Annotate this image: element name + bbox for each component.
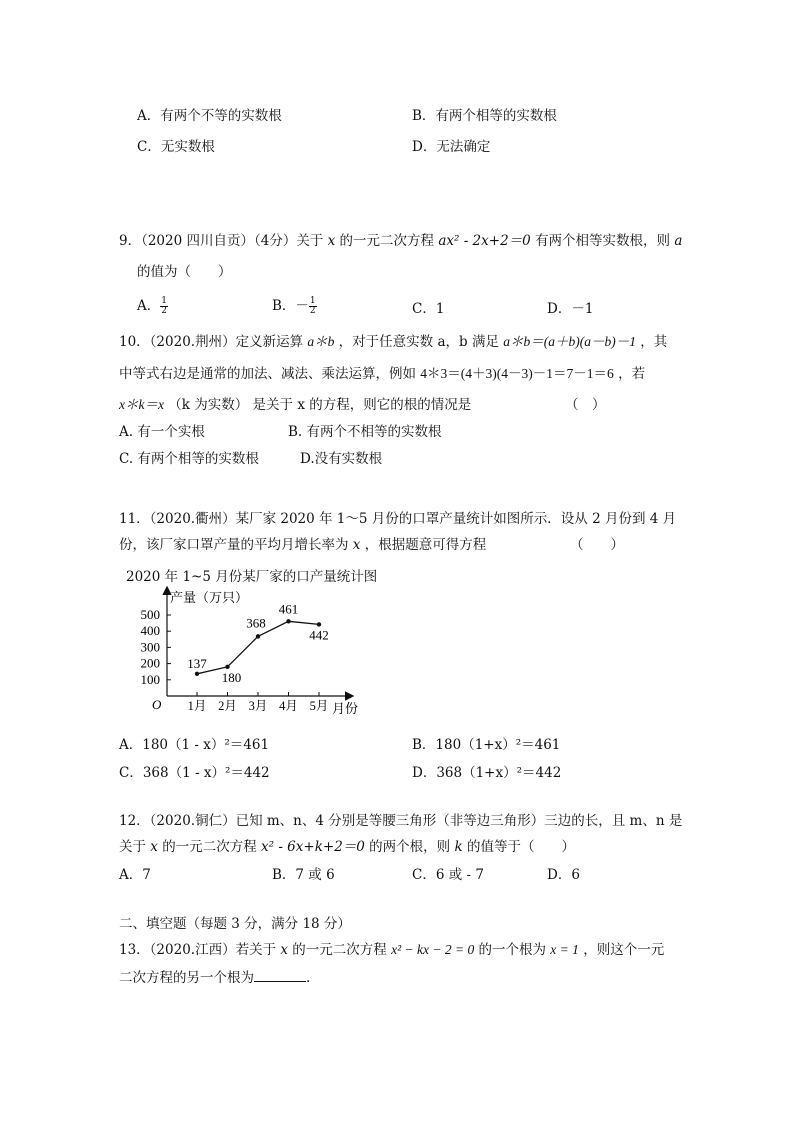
production-line-chart <box>120 582 380 720</box>
q10-option-c: C. 有两个相等的实数根 <box>119 451 259 467</box>
q11-answer-paren: （ ） <box>570 537 624 553</box>
origin-label: O <box>152 697 162 712</box>
q10-definition: a＊b＝(a＋b)(a－b)－1 <box>503 334 636 349</box>
q10-stem-line1: 10．（2020.荆州）定义新运算 a＊b ，对于任意实数 a，b 满足 a＊b＝(a＋b)(a－b)－1 ，其 <box>119 334 668 350</box>
q11-option-b: B．180（1+x）²＝461 <box>412 737 561 753</box>
q10-option-d: D.没有实数根 <box>300 451 383 467</box>
q13-stem-line1: 13．（2020.江西）若关于 x 的一元二次方程 x² − kx − 2 = 0 的一个根为 x = 1 ，则这个一元 <box>119 942 665 958</box>
data-point <box>195 672 199 676</box>
data-label: 461 <box>278 601 299 617</box>
q12-option-d: D．6 <box>547 867 580 883</box>
q12-option-b: B．7 或 6 <box>272 867 335 883</box>
data-label: 180 <box>221 669 242 685</box>
data-point <box>317 622 321 626</box>
q8-option-c: C．无实数根 <box>137 139 215 155</box>
q9-option-b: B．－ $\frac{1}{2}$ <box>272 296 316 316</box>
q11-option-a: A．180（1 - x）²＝461 <box>119 737 270 753</box>
data-label: 442 <box>309 627 329 643</box>
data-point <box>225 665 229 669</box>
q13-stem-line2: 二次方程的另一个根为 . <box>119 970 311 986</box>
y-tick-label: 200 <box>140 655 160 671</box>
q11-stem-line2: 份，该厂家口罩产量的平均月增长率为 x ，根据题意可得方程 <box>119 537 487 553</box>
q9-option-d: D．－1 <box>547 301 594 317</box>
q12-option-c: C．6 或 - 7 <box>412 867 484 883</box>
q9-equation: ax² - 2x+2＝0 <box>438 233 531 249</box>
x-tick-label: 5月 <box>309 699 329 713</box>
q9-option-c: C．1 <box>412 301 445 317</box>
x-tick-label: 2月 <box>218 699 237 713</box>
chart-title: 2020 年 1~5 月份某厂家的口产量统计图 <box>126 569 378 585</box>
q9-stem-line1: 9．（2020 四川自贡）（4分）关于 x 的一元二次方程 ax² - 2x+2＝0 有两个相等实数根，则 a <box>119 233 683 249</box>
x-ticks <box>188 692 329 713</box>
q8-option-d: D．无法确定 <box>412 139 491 155</box>
q10-stem-line2: 中等式右边是通常的加法、减法、乘法运算，例如 4＊3＝(4＋3)(4－3)－1＝7－1＝6 ，若 <box>119 366 646 382</box>
q9-stem-line2: 的值为（ ） <box>137 264 232 280</box>
q10-option-b: B. 有两个不相等的实数根 <box>288 424 442 440</box>
x-tick-label: 1月 <box>187 699 207 713</box>
data-labels <box>187 601 329 685</box>
x-axis-label: 月份 <box>332 701 359 716</box>
data-point <box>286 619 290 623</box>
q12-stem-line1: 12．（2020.铜仁）已知 m、n、4 分别是等腰三角形（非等边三角形）三边的长，且 m、n 是 <box>119 813 683 829</box>
data-label: 137 <box>187 655 207 671</box>
q12-stem-line2: 关于 x 的一元二次方程 x² - 6x+k+2＝0 的两个根，则 k 的值等于（ ） <box>119 839 575 855</box>
q10-option-a: A. 有一个实根 <box>119 424 205 440</box>
y-tick-label: 400 <box>140 623 160 639</box>
q8-option-a: A．有两个不等的实数根 <box>137 108 282 124</box>
q11-stem-line1: 11．（2020.衢州）某厂家 2020 年 1～5 月份的口罩产量统计如图所示．设从 2 月份到 4 月 <box>119 511 677 527</box>
q11-option-c: C．368（1 - x）²＝442 <box>119 765 270 781</box>
data-label: 368 <box>246 615 266 631</box>
q11-option-d: D．368（1+x）²＝442 <box>412 765 562 781</box>
q12-equation: x² - 6x+k+2＝0 <box>261 839 365 855</box>
q10-answer-paren: （ ） <box>565 397 606 413</box>
answer-blank[interactable] <box>254 969 306 982</box>
section-heading-fill-in: 二、填空题（每题 3 分，满分 18 分） <box>119 916 351 932</box>
q8-option-b: B．有两个相等的实数根 <box>412 108 557 124</box>
x-tick-label: 4月 <box>279 699 298 713</box>
q13-equation: x² − kx − 2 = 0 <box>391 942 475 957</box>
y-tick-label: 300 <box>140 639 160 655</box>
y-tick-label: 100 <box>140 671 160 687</box>
data-point <box>256 634 260 638</box>
q12-option-a: A．7 <box>119 867 151 883</box>
y-tick-label: 500 <box>140 607 160 622</box>
q9-option-a: A． $\frac{1}{2}$ <box>137 296 167 316</box>
q10-stem-line3: x＊k＝x （k 为实数） 是关于 x 的方程，则它的根的情况是 <box>119 397 472 413</box>
y-axis-label: 产量（万只） <box>170 590 249 605</box>
x-tick-label: 3月 <box>248 699 268 713</box>
q10-example: 4＊3＝(4＋3)(4－3)－1＝7－1＝6 <box>420 366 614 381</box>
